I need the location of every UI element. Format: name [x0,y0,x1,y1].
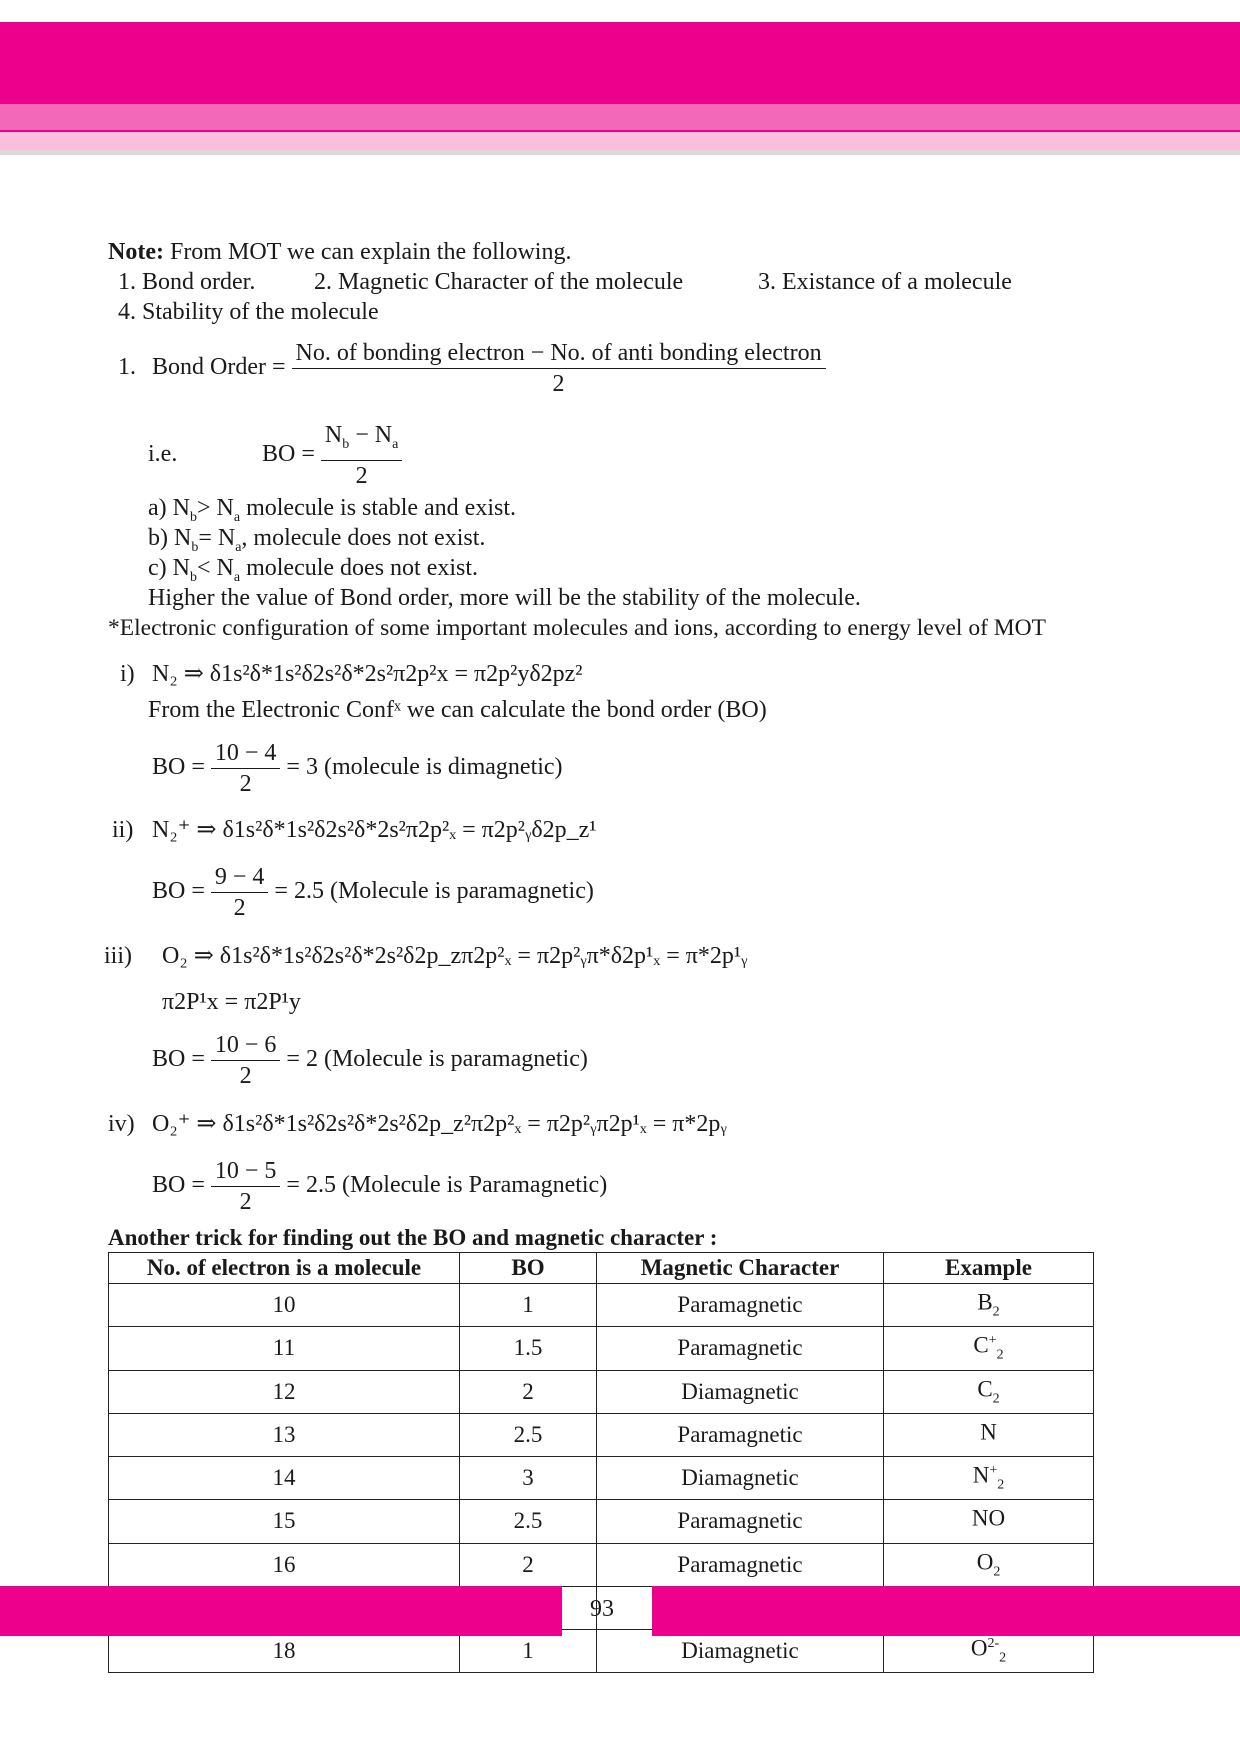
table-cell: 12 [109,1370,460,1413]
bond-order-index: 1. [118,354,136,381]
table-row [109,1500,1094,1543]
example-iii-bo: BO = $\frac{10 - 6}{2}$ = 2 (Molecule is paramagnetic) [152,1032,588,1089]
example-iii-extra: π2P¹x = π2P¹y [162,989,301,1015]
table-cell: 3 [460,1457,597,1500]
table-cell: 1 [460,1630,597,1673]
table-cell: Diamagnetic [597,1630,884,1673]
bo-label: BO = [262,440,315,467]
bo-nb: N [324,422,343,448]
note-item-1: 1. Bond order. [118,269,256,295]
table-cell: 2.5 [460,1500,597,1543]
from-conf-text: From the Electronic Confˣ we can calculate the bond order (BO) [148,697,767,723]
page-number: 93 [590,1596,614,1622]
bo-short-fraction: $\frac{N_b - N_a}{2}$ [321,420,402,491]
table-cell: Paramagnetic [597,1413,884,1456]
condition-a: a) $N_b> N_a$ molecule is stable and exist. [148,495,517,525]
example-ii-bo: BO = $\frac{9 - 4}{2}$ = 2.5 (Molecule is paramagnetic) [152,864,594,921]
table-cell: 15 [109,1500,460,1543]
table-cell: 2 [460,1370,597,1413]
note-item-2: 2. Magnetic Character of the molecule [314,269,684,295]
bond-order-formula [118,338,826,399]
table-row [109,1284,1094,1327]
col-magnetic: Magnetic Character [597,1253,884,1284]
example-iv-config: O₂⁺ ⇒ δ1s²δ*1s²δ2s²δ*2s²δ2p_z²π2p²ₓ = π2p²ᵧπ2p¹ₓ = π*2pᵧ [152,1111,727,1137]
table-cell-example: NO [884,1500,1094,1543]
bond-order-numerator: No. of bonding electron − No. of anti bonding electron [292,338,826,369]
header-band-light [0,132,1240,150]
bo-short-formula [262,420,402,491]
table-cell: 2 [460,1543,597,1586]
col-electrons: No. of electron is a molecule [109,1253,460,1284]
table-row [109,1457,1094,1500]
header-band-grey [0,150,1240,155]
example-i-label: i) [120,661,135,687]
note-text: From MOT we can explain the following. [163,239,572,265]
table-cell: 13 [109,1413,460,1456]
example-i-config: N₂ ⇒ δ1s²δ*1s²δ2s²δ*2s²π2p²x = π2p²yδ2pz² [152,661,583,687]
example-ii-label: ii) [112,817,134,843]
table-cell: 16 [109,1543,460,1586]
trick-table-header [109,1253,1094,1284]
header-band-mid [0,104,1240,130]
table-cell-example: $B_2$ [884,1284,1094,1327]
table-row [109,1370,1094,1413]
footer-band-right [652,1586,1240,1636]
example-i-bo: BO = $\frac{10 - 4}{2}$ = 3 (molecule is dimagnetic) [152,740,563,797]
table-row [109,1413,1094,1456]
table-cell: Diamagnetic [597,1457,884,1500]
col-bo: BO [460,1253,597,1284]
example-ii-config: N₂⁺ ⇒ δ1s²δ*1s²δ2s²δ*2s²π2p²ₓ = π2p²ᵧδ2p_z¹ [152,817,597,843]
note-item-3: 3. Existance of a molecule [758,269,1012,295]
condition-b: b) $N_b= N_a$, molecule does not exist. [148,525,486,555]
example-iv-label: iv) [108,1111,135,1137]
note-line [108,238,571,266]
table-cell-example: $C^+_2$ [884,1327,1094,1370]
table-row [109,1543,1094,1586]
condition-c: c) $N_b< N_a$ molecule does not exist. [148,555,479,585]
table-cell-example: $C_2$ [884,1370,1094,1413]
example-iv-bo: BO = $\frac{10 - 5}{2}$ = 2.5 (Molecule is Paramagnetic) [152,1158,608,1215]
table-cell: 11 [109,1327,460,1370]
table-cell: 1 [460,1284,597,1327]
econf-heading: *Electronic configuration of some important molecules and ions, according to energy level of MOT [108,615,1046,641]
table-cell-example: N [884,1413,1094,1456]
bo-short-denominator: 2 [355,462,368,489]
table-cell: 14 [109,1457,460,1500]
table-row [109,1327,1094,1370]
header-band-top [0,22,1240,104]
higher-bo-text: Higher the value of Bond order, more will be the stability of the molecule. [148,585,861,611]
table-cell: Paramagnetic [597,1327,884,1370]
example-iii-config: O₂ ⇒ δ1s²δ*1s²δ2s²δ*2s²δ2p_zπ2p²ₓ = π2p²ᵧπ*δ2p¹ₓ = π*2p¹ᵧ [162,943,748,969]
table-cell: Paramagnetic [597,1500,884,1543]
table-cell-example: $N^+_2$ [884,1457,1094,1500]
table-cell: Paramagnetic [597,1543,884,1586]
note-item-4: 4. Stability of the molecule [118,299,379,325]
trick-heading: Another trick for finding out the BO and magnetic character : [108,1225,718,1250]
footer-band-left [0,1586,562,1636]
table-cell: Diamagnetic [597,1370,884,1413]
table-cell-example: $O^{2-}_2$ [884,1630,1094,1673]
table-cell: 10 [109,1284,460,1327]
ie-label: i.e. [148,441,178,467]
table-cell: 18 [109,1630,460,1673]
example-iii-label: iii) [104,943,132,969]
table-cell: Paramagnetic [597,1284,884,1327]
table-cell: 1.5 [460,1327,597,1370]
table-cell: 2.5 [460,1413,597,1456]
bond-order-fraction [292,338,826,399]
bond-order-denominator: 2 [552,371,565,397]
bond-order-label: Bond Order = [152,354,286,381]
col-example: Example [884,1253,1094,1284]
table-cell-example: $O_2$ [884,1543,1094,1586]
note-label: Note: [108,239,164,265]
